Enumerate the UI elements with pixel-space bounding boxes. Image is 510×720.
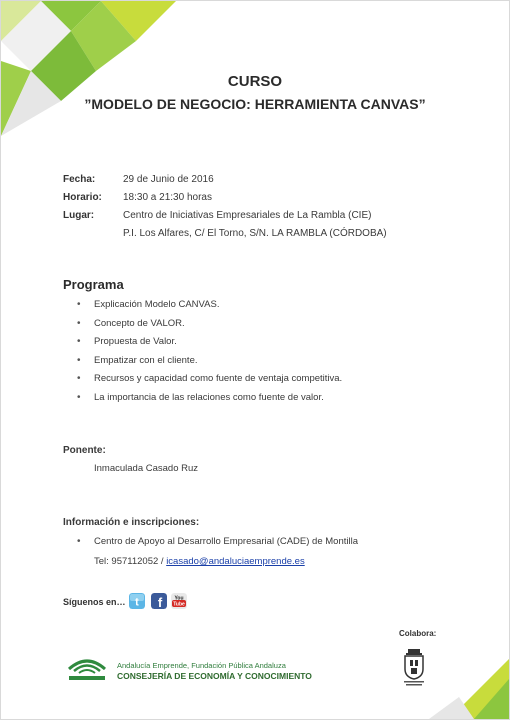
fecha-label: Fecha:: [63, 174, 96, 185]
list-item: • Empatizar con el cliente.: [63, 354, 342, 373]
programa-list: [63, 298, 342, 409]
junta-andalucia-logo: [65, 649, 109, 683]
svg-text:You: You: [174, 595, 184, 602]
colabora-label: Colabora:: [399, 629, 437, 638]
lugar-value-2: P.I. Los Alfares, C/ El Torno, S/N. LA RAMBLA (CÓRDOBA): [123, 228, 387, 239]
email-link[interactable]: icasado@andaluciaemprende.es: [166, 556, 305, 567]
event-info: [63, 171, 387, 243]
ponente-name: Inmaculada Casado Ruz: [94, 463, 199, 474]
contact-line: [94, 556, 305, 567]
cade-item: • Centro de Apoyo al Desarrollo Empresarial (CADE) de Montilla: [63, 536, 358, 547]
ayuntamiento-coat-of-arms-logo: [399, 647, 429, 687]
junta-text: [117, 661, 312, 681]
programa-heading: Programa: [63, 277, 124, 292]
svg-text:Tube: Tube: [173, 601, 185, 608]
lugar-row-2: [63, 225, 387, 243]
fundacion-text: Andalucía Emprende, Fundación Pública Andaluza: [117, 661, 286, 670]
svg-text:t: t: [135, 596, 139, 609]
list-item: • La importancia de las relaciones como fuente de valor.: [63, 391, 342, 410]
svg-text:f: f: [157, 595, 163, 609]
list-item: • Explicación Modelo CANVAS.: [63, 298, 342, 317]
social-label: Síguenos en…: [63, 597, 126, 607]
decorative-triangles-bottom: [429, 649, 509, 719]
horario-label: Horario:: [63, 192, 102, 203]
horario-row: [63, 189, 387, 207]
ponente-heading: Ponente:: [63, 445, 106, 456]
facebook-icon[interactable]: [151, 593, 167, 609]
fecha-value: 29 de Junio de 2016: [123, 174, 214, 185]
fecha-row: [63, 171, 387, 189]
inscripciones-heading: Información e inscripciones:: [63, 517, 200, 528]
youtube-icon[interactable]: [171, 593, 187, 609]
lugar-value-1: Centro de Iniciativas Empresariales de La Rambla (CIE): [123, 210, 372, 221]
lugar-label: Lugar:: [63, 210, 95, 221]
course-subtitle: ”MODELO DE NEGOCIO: HERRAMIENTA CANVAS”: [84, 96, 426, 112]
horario-value: 18:30 a 21:30 horas: [123, 192, 212, 203]
list-item: • Concepto de VALOR.: [63, 317, 342, 336]
consejeria-text: CONSEJERÍA DE ECONOMÍA Y CONOCIMIENTO: [117, 671, 312, 681]
lugar-row: [63, 207, 387, 225]
phone-text: Tel: 957112052 /: [94, 556, 167, 567]
list-item: • Recursos y capacidad como fuente de ventaja competitiva.: [63, 372, 342, 391]
twitter-icon[interactable]: [129, 593, 145, 609]
course-title: CURSO: [227, 73, 283, 90]
list-item: • Propuesta de Valor.: [63, 335, 342, 354]
